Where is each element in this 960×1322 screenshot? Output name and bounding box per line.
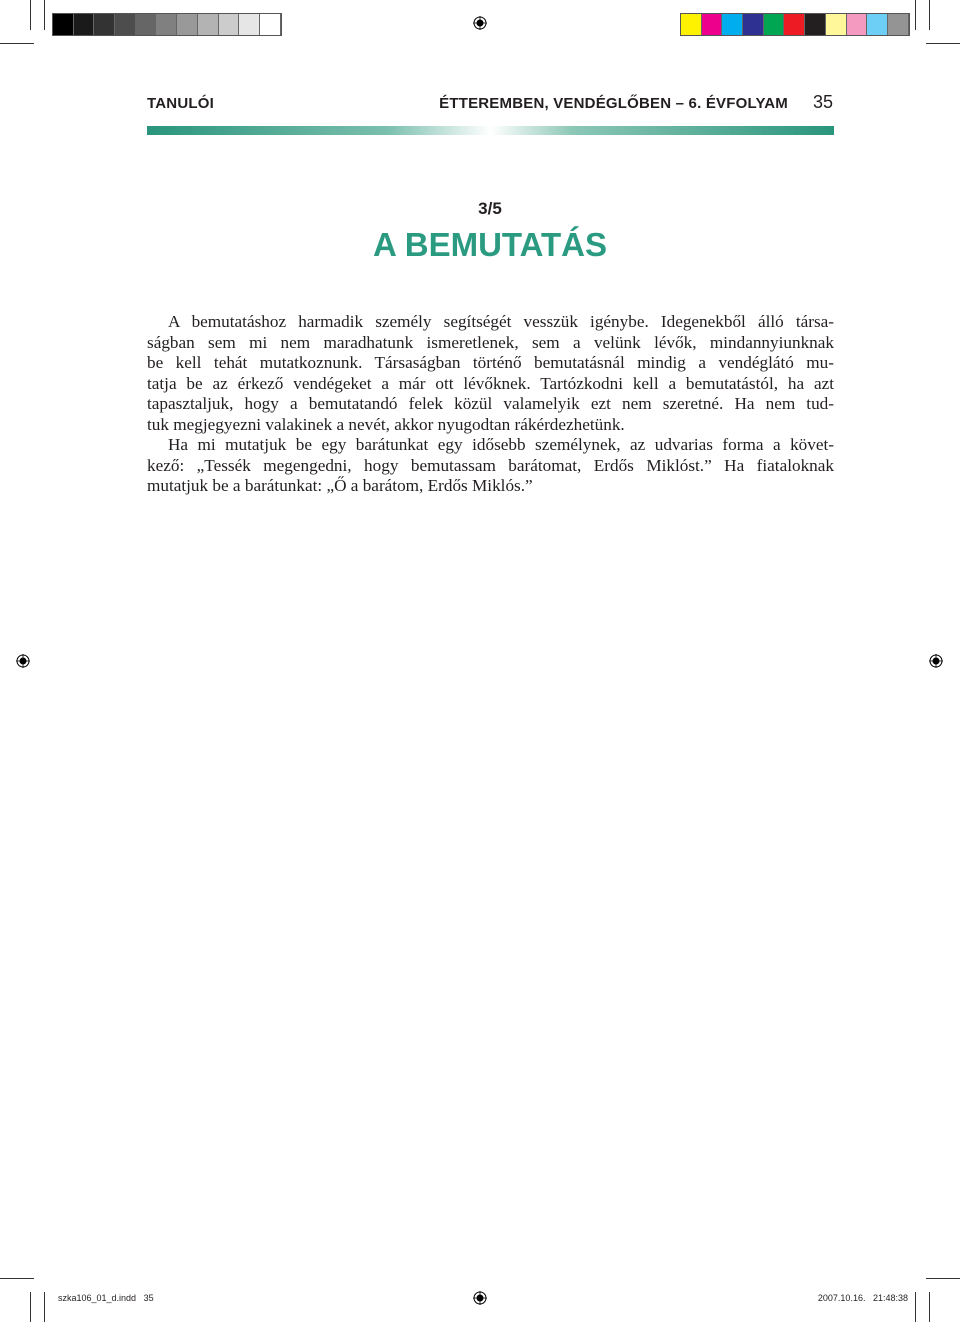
crop-mark	[30, 0, 31, 30]
color-swatch	[156, 14, 177, 35]
color-swatch	[702, 14, 723, 35]
section-number: 3/5	[478, 199, 502, 218]
color-swatch	[74, 14, 95, 35]
crop-mark	[915, 0, 916, 30]
crop-mark	[44, 1292, 45, 1322]
color-swatch	[260, 14, 281, 35]
text-line: tapasztaljuk, hogy a bemutatandó felek közül valamelyik ezt nem szeretné. Ha nem tud-	[147, 394, 834, 413]
crop-mark	[926, 1278, 960, 1279]
process-color-bar	[680, 13, 910, 36]
color-swatch	[94, 14, 115, 35]
color-swatch	[764, 14, 785, 35]
text-line: tuk megjegyezni valakinek a nevét, akkor nyugodtan rákérdezhetünk.	[147, 414, 625, 434]
color-swatch	[722, 14, 743, 35]
color-swatch	[53, 14, 74, 35]
color-swatch	[805, 14, 826, 35]
header-left: TANULÓI	[147, 95, 214, 112]
crop-mark	[44, 0, 45, 30]
header-title: ÉTTEREMBEN, VENDÉGLŐBEN – 6. ÉVFOLYAM	[439, 95, 788, 112]
color-swatch	[888, 14, 909, 35]
registration-mark-icon	[929, 654, 943, 668]
color-swatch	[198, 14, 219, 35]
text-line: ságban sem mi nem maradhatunk ismeretlenek, sem a velünk lévők, mindannyiunknak	[147, 332, 834, 352]
crop-mark	[926, 43, 960, 44]
text-line: Ha mi mutatjuk be egy barátunkat egy idősebb személynek, az udvarias forma a követ-	[168, 435, 834, 454]
crop-mark	[30, 1292, 31, 1322]
color-swatch	[219, 14, 240, 35]
registration-mark-icon	[473, 1291, 487, 1305]
crop-mark	[929, 0, 930, 30]
color-swatch	[867, 14, 888, 35]
registration-mark-icon	[16, 654, 30, 668]
registration-mark-icon	[473, 16, 487, 30]
color-swatch	[115, 14, 136, 35]
crop-mark	[915, 1292, 916, 1322]
text-line: tatja be az érkező vendégeket a már ott lévőknek. Tartózkodni kell a bemutatástól, ha azt	[147, 373, 834, 393]
crop-mark	[0, 1278, 34, 1279]
page-number: 35	[812, 92, 833, 112]
color-swatch	[784, 14, 805, 35]
color-swatch	[681, 14, 702, 35]
footer-filename: szka106_01_d.indd 35	[58, 1293, 154, 1303]
color-swatch	[826, 14, 847, 35]
body-text	[147, 312, 834, 497]
color-swatch	[239, 14, 260, 35]
color-swatch	[177, 14, 198, 35]
text-line: kező: „Tessék megengedni, hogy bemutassam barátomat, Erdős Miklóst.” Ha fiataloknak	[147, 455, 834, 475]
text-line: be kell tehát mutatkoznunk. Társaságban történő bemutatásnál mindig a vendéglátó mu-	[147, 353, 834, 372]
footer-timestamp: 2007.10.16. 21:48:38	[817, 1293, 908, 1303]
crop-mark	[929, 1292, 930, 1322]
color-swatch	[847, 14, 868, 35]
header-gradient-bar	[147, 126, 834, 135]
text-line: A bemutatáshoz harmadik személy segítségét vesszük igénybe. Idegenekből álló társa-	[168, 312, 834, 331]
grayscale-color-bar	[52, 13, 282, 36]
color-swatch	[743, 14, 764, 35]
text-line: mutatjuk be a barátunkat: „Ő a barátom, Erdős Miklós.”	[147, 476, 533, 495]
section-title: A BEMUTATÁS	[372, 226, 608, 263]
color-swatch	[136, 14, 157, 35]
crop-mark	[0, 43, 34, 44]
